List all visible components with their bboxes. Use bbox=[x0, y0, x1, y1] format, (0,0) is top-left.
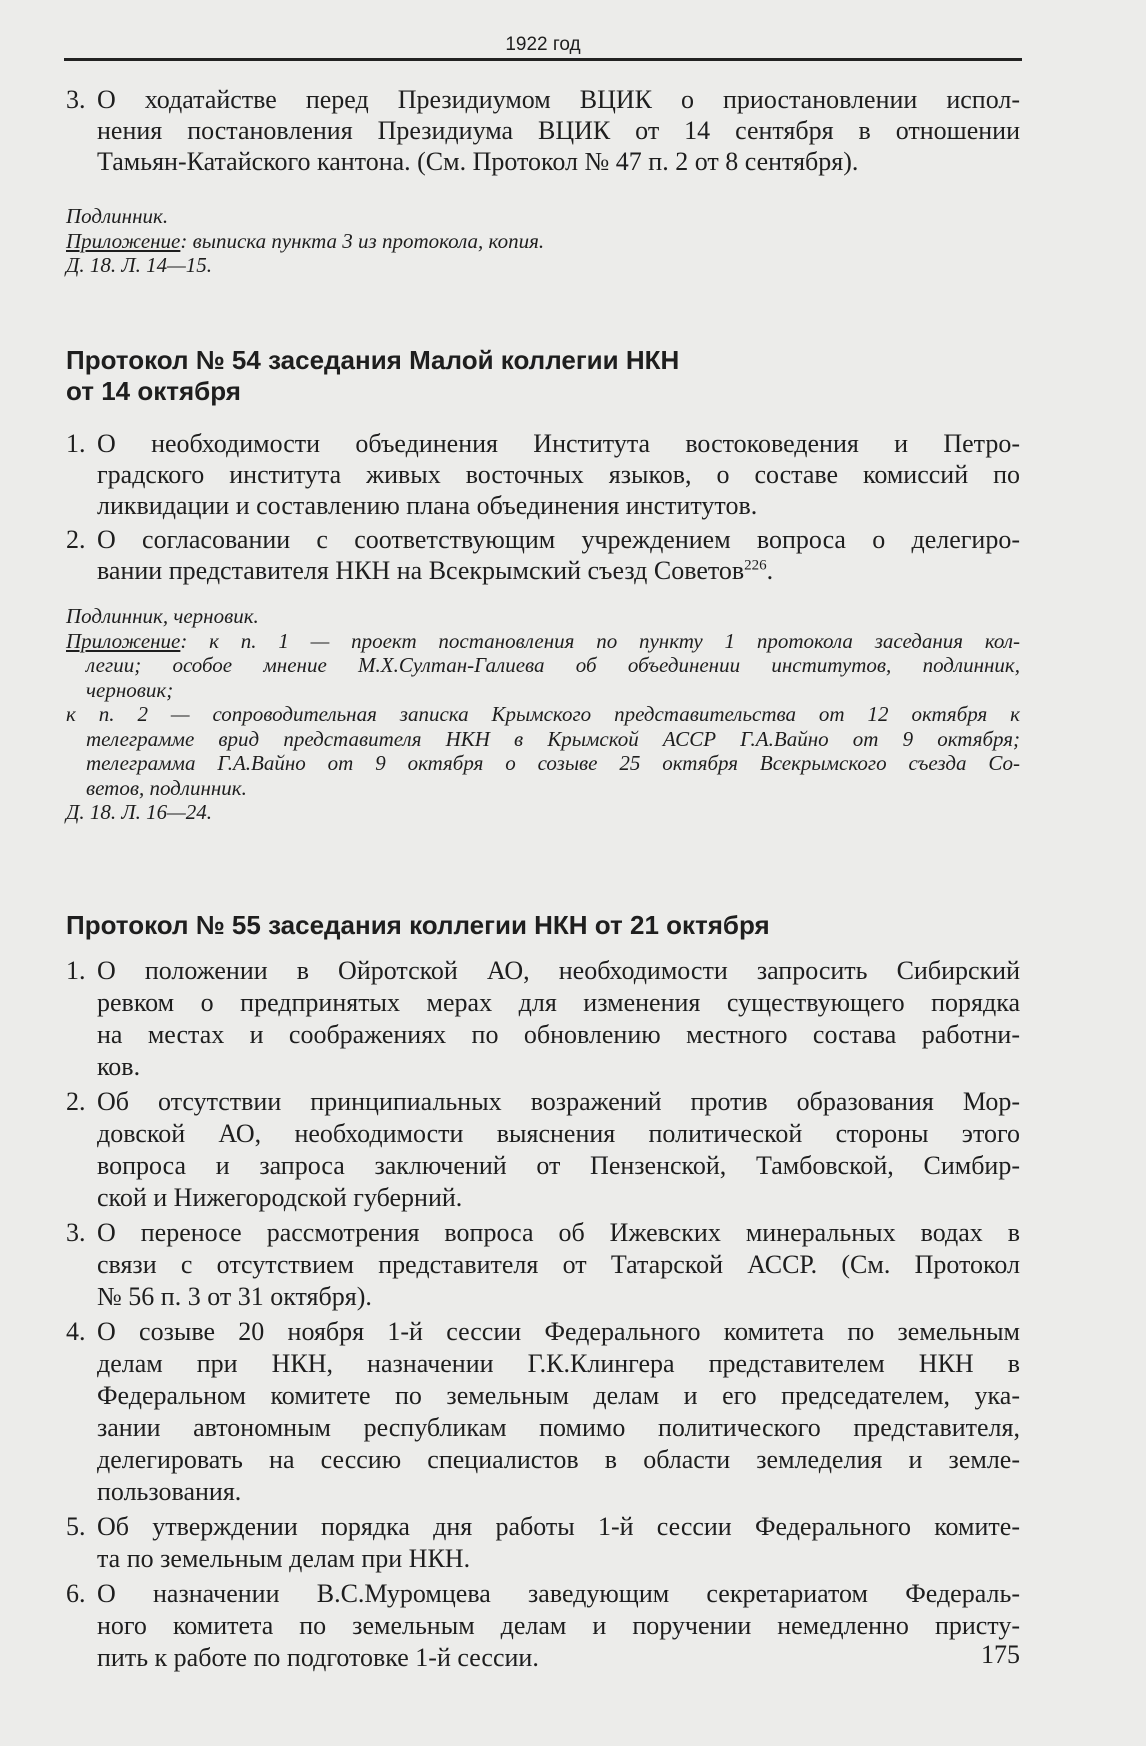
section-c-items bbox=[66, 955, 1020, 1677]
note-line bbox=[66, 800, 1020, 825]
item-line-text: Федеральном комитете по земельным делам и его председателем, ука- bbox=[97, 1381, 1020, 1410]
item-line-text: делам при НКН, назначении Г.К.Клингера представителем НКН в bbox=[97, 1349, 1020, 1378]
footnote-ref: 226 bbox=[744, 557, 767, 574]
item-line bbox=[97, 1249, 1020, 1281]
item-line-text: вании представителя НКН на Всекрымский съезд Советов bbox=[97, 556, 745, 585]
item-number: 2. bbox=[66, 1087, 86, 1116]
section-a-notes bbox=[66, 204, 1020, 278]
note-text: : выписка пункта 3 из протокола, копия. bbox=[180, 228, 545, 253]
list-item bbox=[66, 1316, 1020, 1508]
protocol-55-heading bbox=[66, 910, 1020, 941]
item-line bbox=[97, 115, 1020, 146]
note-line bbox=[66, 653, 1020, 678]
item-number: 2. bbox=[66, 525, 86, 554]
protocol-54-heading bbox=[66, 345, 1020, 407]
item-line bbox=[97, 428, 1020, 459]
item-line-text: на местах и соображениях по обновлению местного состава работни- bbox=[97, 1020, 1020, 1049]
item-line-text: Об отсутствии принципиальных возражений против образования Мор- bbox=[97, 1087, 1020, 1116]
note-line bbox=[66, 702, 1020, 727]
note-text: телеграмме врид представителя НКН в Крымской АССР Г.А.Вайно от 9 октября; bbox=[86, 726, 1020, 751]
item-line bbox=[97, 459, 1020, 490]
note-line bbox=[66, 727, 1020, 752]
archival-note bbox=[66, 253, 1020, 278]
item-line bbox=[97, 1019, 1020, 1051]
list-item bbox=[66, 524, 1020, 586]
list-item bbox=[66, 1578, 1020, 1674]
item-line bbox=[97, 524, 1020, 555]
running-head: 1922 год bbox=[505, 34, 581, 55]
item-line-text: связи с отсутствием представителя от Татарской АССР. (См. Протокол bbox=[97, 1250, 1020, 1279]
item-line-text: та по земельным делам при НКН. bbox=[97, 1544, 471, 1573]
list-item bbox=[66, 955, 1020, 1083]
item-line bbox=[97, 1182, 1020, 1214]
section-b-notes bbox=[66, 604, 1020, 825]
item-line-text: пить к работе по подготовке 1-й сессии. bbox=[97, 1643, 539, 1672]
item-line-text: вопроса и запроса заключений от Пензенской, Тамбовской, Симбир- bbox=[97, 1151, 1020, 1180]
item-line bbox=[97, 1610, 1020, 1642]
item-line bbox=[97, 1444, 1020, 1476]
archival-note bbox=[66, 702, 1020, 800]
archival-note bbox=[66, 229, 1020, 254]
item-line bbox=[97, 1217, 1020, 1249]
item-number: 4. bbox=[66, 1317, 86, 1346]
item-line-text: О переносе рассмотрения вопроса об Ижевских минеральных водах в bbox=[97, 1218, 1020, 1247]
note-text: черновик; bbox=[86, 677, 174, 702]
item-number: 6. bbox=[66, 1579, 86, 1608]
note-line bbox=[66, 229, 1020, 254]
item-number: 1. bbox=[66, 956, 86, 985]
list-item bbox=[66, 1086, 1020, 1214]
item-number: 1. bbox=[66, 429, 86, 458]
heading-line: Протокол № 55 заседания коллегии НКН от 21 октября bbox=[66, 910, 770, 940]
item-number: 5. bbox=[66, 1512, 86, 1541]
note-label: Приложение bbox=[66, 628, 181, 653]
item-line-text: нения постановления Президиума ВЦИК от 14 сентября в отношении bbox=[97, 116, 1020, 145]
item-line bbox=[97, 146, 1020, 177]
section-b-items bbox=[66, 428, 1020, 589]
item-line bbox=[97, 1051, 1020, 1083]
item-line-text: О назначении В.С.Муромцева заведующим секретариатом Федераль- bbox=[97, 1579, 1020, 1608]
note-label: Приложение bbox=[66, 228, 181, 253]
note-line bbox=[66, 629, 1020, 654]
item-line-text: ного комитета по земельным делам и поручении немедленно присту- bbox=[97, 1611, 1020, 1640]
page-number: 175 bbox=[981, 1640, 1020, 1669]
list-item bbox=[66, 1511, 1020, 1575]
section-a-items bbox=[66, 84, 1020, 180]
archival-note bbox=[66, 204, 1020, 229]
item-line bbox=[97, 1150, 1020, 1182]
item-line bbox=[97, 1578, 1020, 1610]
item-line-text: ской и Нижегородской губерний. bbox=[97, 1183, 463, 1212]
note-line bbox=[66, 253, 1020, 278]
note-text: легии; особое мнение М.Х.Султан-Галиева об объединении институтов, подлинник, bbox=[86, 653, 1020, 677]
item-line bbox=[97, 555, 1020, 586]
note-text: : к п. 1 — проект постановления по пункту 1 протокола заседания кол- bbox=[180, 628, 1020, 653]
item-number: 3. bbox=[66, 1218, 86, 1247]
item-line bbox=[97, 987, 1020, 1019]
item-line bbox=[97, 1086, 1020, 1118]
item-line bbox=[97, 1511, 1020, 1543]
list-item bbox=[66, 84, 1020, 177]
item-line bbox=[97, 1642, 1020, 1674]
item-line-text: Тамьян-Катайского кантона. (См. Протокол № 47 п. 2 от 8 сентября). bbox=[97, 147, 859, 176]
item-line-text: делегировать на сессию специалистов в области земледелия и земле- bbox=[97, 1445, 1020, 1474]
header-rule bbox=[64, 58, 1022, 61]
heading-line: Протокол № 54 заседания Малой коллегии НКН bbox=[66, 345, 680, 375]
item-line-text: пользования. bbox=[97, 1477, 242, 1506]
item-line bbox=[97, 1281, 1020, 1313]
note-line bbox=[66, 776, 1020, 801]
item-line-text: О ходатайстве перед Президиумом ВЦИК о приостановлении испол- bbox=[97, 85, 1020, 114]
item-line bbox=[97, 955, 1020, 987]
note-text: Д. 18. Л. 16—24. bbox=[66, 800, 213, 824]
item-number: 3. bbox=[66, 85, 86, 114]
item-line bbox=[97, 1380, 1020, 1412]
item-line bbox=[97, 84, 1020, 115]
item-line bbox=[97, 1543, 1020, 1575]
note-text: Д. 18. Л. 14—15. bbox=[66, 253, 213, 277]
item-line bbox=[97, 1348, 1020, 1380]
note-line bbox=[66, 204, 1020, 229]
item-line bbox=[97, 1412, 1020, 1444]
item-line-text: зании автономным республикам помимо политического представителя, bbox=[97, 1413, 1020, 1442]
item-suffix: . bbox=[766, 556, 774, 585]
item-line bbox=[97, 490, 1020, 521]
item-line bbox=[97, 1316, 1020, 1348]
item-line bbox=[97, 1118, 1020, 1150]
list-item bbox=[66, 1217, 1020, 1313]
note-text: Подлинник, черновик. bbox=[66, 604, 259, 628]
item-line-text: довской АО, необходимости выяснения политической стороны этого bbox=[97, 1119, 1020, 1148]
archival-note bbox=[66, 604, 1020, 629]
note-line bbox=[66, 751, 1020, 776]
item-line-text: ков. bbox=[97, 1052, 141, 1081]
item-line-text: О созыве 20 ноября 1-й сессии Федерального комитета по земельным bbox=[97, 1317, 1020, 1346]
item-line-text: ревком о предпринятых мерах для изменения существующего порядка bbox=[97, 988, 1020, 1017]
note-text: к п. 2 — сопроводительная записка Крымского представительства от 12 октября к bbox=[66, 702, 1020, 726]
note-text: телеграмма Г.А.Вайно от 9 октября о созыве 25 октября Всекрымского съезда Со- bbox=[86, 751, 1020, 775]
item-line-text: Об утверждении порядка дня работы 1-й сессии Федерального комите- bbox=[97, 1512, 1020, 1541]
item-line-text: градского института живых восточных языков, о составе комиссий по bbox=[97, 460, 1020, 489]
note-text: ветов, подлинник. bbox=[86, 775, 247, 800]
note-text: Подлинник. bbox=[66, 204, 169, 228]
item-line bbox=[97, 1476, 1020, 1508]
note-line bbox=[66, 678, 1020, 703]
item-line-text: О согласовании с соответствующим учреждением вопроса о делегиро- bbox=[97, 525, 1020, 554]
note-line bbox=[66, 604, 1020, 629]
item-line-text: ликвидации и составлению плана объединения институтов. bbox=[97, 491, 758, 520]
item-line-text: О положении в Ойротской АО, необходимости запросить Сибирский bbox=[97, 956, 1020, 985]
item-line-text: № 56 п. 3 от 31 октября). bbox=[97, 1282, 372, 1311]
heading-line: от 14 октября bbox=[66, 376, 241, 406]
archival-note bbox=[66, 629, 1020, 703]
list-item bbox=[66, 428, 1020, 521]
archival-note bbox=[66, 800, 1020, 825]
item-line-text: О необходимости объединения Института востоковедения и Петро- bbox=[97, 429, 1020, 458]
